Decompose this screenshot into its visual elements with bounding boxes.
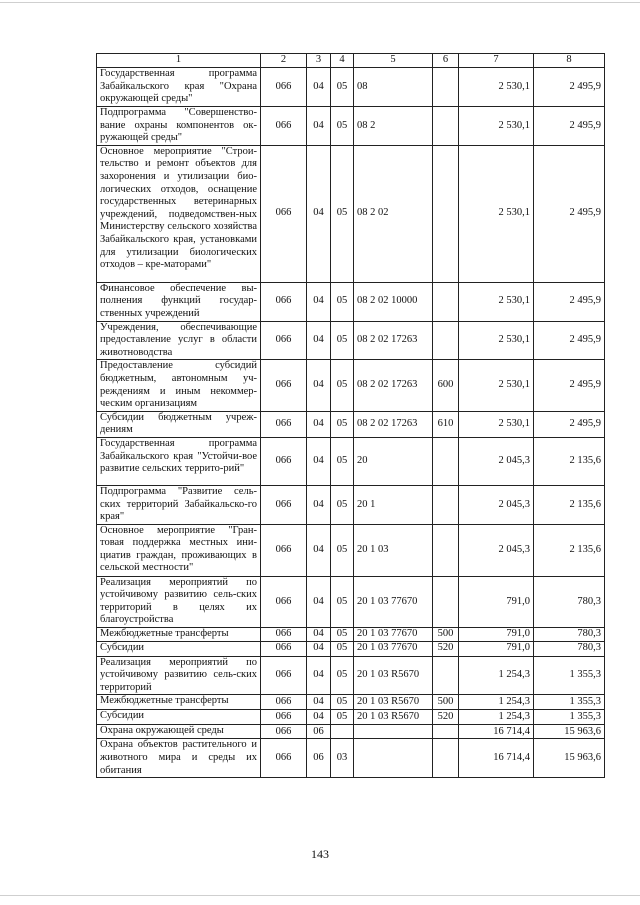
cell-admin-code: 066: [261, 739, 307, 778]
cell-section: 04: [307, 628, 331, 642]
cell-subsection: 05: [331, 321, 354, 360]
column-header-6: 6: [433, 54, 459, 68]
table-row: [97, 321, 605, 360]
cell-target-article: 20: [354, 437, 433, 485]
cell-admin-code: 066: [261, 107, 307, 146]
cell-target-article: 08 2 02: [354, 145, 433, 282]
cell-amount-col7: 2 045,3: [459, 485, 534, 524]
cell-subsection: 05: [331, 485, 354, 524]
cell-expense-type: 600: [433, 360, 459, 411]
cell-target-article: 20 1 03 77670: [354, 576, 433, 627]
table-row: [97, 710, 605, 725]
cell-section: 04: [307, 524, 331, 576]
cell-section: 04: [307, 282, 331, 321]
cell-admin-code: 066: [261, 695, 307, 710]
cell-target-article: 08 2 02 17263: [354, 360, 433, 411]
cell-amount-col7: 1 254,3: [459, 695, 534, 710]
row-name: Межбюджетные трансферты: [97, 695, 261, 710]
column-header-8: 8: [534, 54, 605, 68]
row-name: Государственная программа Забайкальского края "Устойчи-вое развитие сельских террито-рий": [97, 437, 261, 485]
cell-target-article: 20 1 03 77670: [354, 628, 433, 642]
cell-expense-type: 520: [433, 710, 459, 725]
column-header-5: 5: [354, 54, 433, 68]
cell-target-article: 20 1 03 R5670: [354, 656, 433, 695]
cell-section: 04: [307, 145, 331, 282]
cell-amount-col7: 1 254,3: [459, 656, 534, 695]
cell-expense-type: [433, 485, 459, 524]
cell-amount-col8: 1 355,3: [534, 656, 605, 695]
cell-expense-type: 520: [433, 641, 459, 656]
cell-amount-col8: 2 135,6: [534, 485, 605, 524]
cell-subsection: 05: [331, 641, 354, 656]
cell-amount-col8: 2 495,9: [534, 282, 605, 321]
cell-section: 04: [307, 411, 331, 437]
row-name: Охрана окружающей среды: [97, 725, 261, 739]
cell-target-article: 08 2 02 17263: [354, 411, 433, 437]
cell-target-article: 08 2 02 10000: [354, 282, 433, 321]
cell-expense-type: [433, 68, 459, 107]
cell-expense-type: 500: [433, 628, 459, 642]
table-row: [97, 411, 605, 437]
cell-amount-col7: 2 045,3: [459, 524, 534, 576]
cell-amount-col7: 2 530,1: [459, 107, 534, 146]
cell-subsection: 05: [331, 695, 354, 710]
cell-amount-col8: 2 495,9: [534, 321, 605, 360]
cell-target-article: 08: [354, 68, 433, 107]
scan-edge-bottom: [0, 895, 640, 896]
table-row: [97, 725, 605, 739]
cell-target-article: 08 2 02 17263: [354, 321, 433, 360]
cell-admin-code: 066: [261, 576, 307, 627]
cell-section: 04: [307, 360, 331, 411]
cell-amount-col7: 2 530,1: [459, 282, 534, 321]
cell-subsection: 05: [331, 107, 354, 146]
cell-subsection: 05: [331, 360, 354, 411]
cell-expense-type: [433, 725, 459, 739]
cell-amount-col8: 15 963,6: [534, 739, 605, 778]
cell-target-article: 20 1 03: [354, 524, 433, 576]
cell-amount-col8: 2 495,9: [534, 360, 605, 411]
cell-admin-code: 066: [261, 725, 307, 739]
cell-target-article: 20 1 03 R5670: [354, 710, 433, 725]
cell-subsection: 05: [331, 411, 354, 437]
page-number: 143: [311, 847, 329, 861]
cell-admin-code: 066: [261, 282, 307, 321]
cell-target-article: [354, 739, 433, 778]
cell-amount-col7: 16 714,4: [459, 739, 534, 778]
cell-amount-col7: 791,0: [459, 641, 534, 656]
table-row: [97, 576, 605, 627]
cell-amount-col8: 780,3: [534, 576, 605, 627]
cell-section: 06: [307, 739, 331, 778]
cell-amount-col7: 791,0: [459, 628, 534, 642]
table-row: [97, 437, 605, 485]
cell-amount-col7: 2 045,3: [459, 437, 534, 485]
table-row: [97, 641, 605, 656]
row-name: Реализация мероприятий по устойчивому развитию сель-ских территорий: [97, 656, 261, 695]
cell-subsection: 05: [331, 576, 354, 627]
cell-amount-col7: 2 530,1: [459, 411, 534, 437]
row-name: Подпрограмма "Развитие сель-ских территорий Забайкальско-го края": [97, 485, 261, 524]
row-name: Субсидии: [97, 641, 261, 656]
cell-expense-type: [433, 321, 459, 360]
cell-amount-col7: 1 254,3: [459, 710, 534, 725]
row-name: Охрана объектов растительного и животного мира и среды их обитания: [97, 739, 261, 778]
row-name: Предоставление субсидий бюджетным, автономным уч-реждениям и иным некоммер-ческим организациям: [97, 360, 261, 411]
column-header-1: 1: [97, 54, 261, 68]
header-row: [97, 54, 605, 68]
column-header-7: 7: [459, 54, 534, 68]
cell-subsection: 05: [331, 628, 354, 642]
row-name: Реализация мероприятий по устойчивому развитию сель-ских территорий в целях их благоустройства: [97, 576, 261, 627]
cell-admin-code: 066: [261, 360, 307, 411]
cell-section: 06: [307, 725, 331, 739]
cell-admin-code: 066: [261, 321, 307, 360]
cell-subsection: 03: [331, 739, 354, 778]
cell-section: 04: [307, 641, 331, 656]
cell-amount-col8: 1 355,3: [534, 710, 605, 725]
cell-target-article: 20 1 03 R5670: [354, 695, 433, 710]
cell-admin-code: 066: [261, 145, 307, 282]
cell-admin-code: 066: [261, 710, 307, 725]
cell-section: 04: [307, 485, 331, 524]
cell-expense-type: [433, 282, 459, 321]
cell-target-article: 20 1 03 77670: [354, 641, 433, 656]
cell-amount-col8: 2 495,9: [534, 145, 605, 282]
cell-amount-col8: 1 355,3: [534, 695, 605, 710]
cell-section: 04: [307, 710, 331, 725]
column-header-2: 2: [261, 54, 307, 68]
cell-amount-col8: 780,3: [534, 641, 605, 656]
row-name: Основное мероприятие "Гран-товая поддержка местных ини-циатив граждан, проживающих в сельской местности": [97, 524, 261, 576]
cell-admin-code: 066: [261, 437, 307, 485]
cell-expense-type: [433, 524, 459, 576]
table-row: [97, 656, 605, 695]
row-name: Основное мероприятие "Строи-тельство и ремонт объектов для захоронения и утилизации био-логических отходов, оснащение государственных ветеринарных учреждений, подведомствен-ных Министерству сельского хозяйства Забайкальского края, установками для утилизации биологических отходов – кре-маторами": [97, 145, 261, 282]
cell-admin-code: 066: [261, 524, 307, 576]
table-row: [97, 485, 605, 524]
cell-amount-col8: 2 135,6: [534, 524, 605, 576]
cell-amount-col7: 2 530,1: [459, 145, 534, 282]
cell-subsection: [331, 725, 354, 739]
cell-admin-code: 066: [261, 641, 307, 656]
cell-section: 04: [307, 321, 331, 360]
row-name: Подпрограмма "Совершенство-вание охраны компонентов ок-ружающей среды": [97, 107, 261, 146]
cell-section: 04: [307, 576, 331, 627]
cell-subsection: 05: [331, 524, 354, 576]
cell-expense-type: [433, 656, 459, 695]
table-row: [97, 628, 605, 642]
cell-amount-col7: 2 530,1: [459, 360, 534, 411]
cell-target-article: 08 2: [354, 107, 433, 146]
column-header-3: 3: [307, 54, 331, 68]
cell-section: 04: [307, 695, 331, 710]
table-row: [97, 68, 605, 107]
cell-section: 04: [307, 107, 331, 146]
cell-amount-col7: 791,0: [459, 576, 534, 627]
cell-target-article: 20 1: [354, 485, 433, 524]
cell-amount-col7: 2 530,1: [459, 68, 534, 107]
table-row: [97, 695, 605, 710]
cell-section: 04: [307, 437, 331, 485]
row-name: Финансовое обеспечение вы-полнения функций государ-ственных учреждений: [97, 282, 261, 321]
table-row: [97, 360, 605, 411]
cell-subsection: 05: [331, 656, 354, 695]
cell-admin-code: 066: [261, 485, 307, 524]
table-row: [97, 145, 605, 282]
cell-amount-col8: 2 495,9: [534, 107, 605, 146]
cell-amount-col8: 2 495,9: [534, 411, 605, 437]
column-header-4: 4: [331, 54, 354, 68]
cell-subsection: 05: [331, 710, 354, 725]
cell-amount-col7: 2 530,1: [459, 321, 534, 360]
cell-expense-type: 500: [433, 695, 459, 710]
table-row: [97, 107, 605, 146]
budget-table: [96, 53, 605, 778]
cell-expense-type: [433, 739, 459, 778]
cell-admin-code: 066: [261, 68, 307, 107]
cell-amount-col8: 2 495,9: [534, 68, 605, 107]
row-name: Межбюджетные трансферты: [97, 628, 261, 642]
cell-expense-type: [433, 576, 459, 627]
table-row: [97, 524, 605, 576]
table-row: [97, 282, 605, 321]
cell-expense-type: [433, 437, 459, 485]
table-row: [97, 739, 605, 778]
cell-amount-col8: 780,3: [534, 628, 605, 642]
cell-subsection: 05: [331, 282, 354, 321]
cell-amount-col8: 2 135,6: [534, 437, 605, 485]
scan-edge-top: [0, 2, 640, 3]
cell-expense-type: [433, 107, 459, 146]
cell-subsection: 05: [331, 68, 354, 107]
cell-amount-col7: 16 714,4: [459, 725, 534, 739]
cell-subsection: 05: [331, 145, 354, 282]
row-name: Государственная программа Забайкальского края "Охрана окружающей среды": [97, 68, 261, 107]
row-name: Субсидии бюджетным учреж-дениям: [97, 411, 261, 437]
cell-target-article: [354, 725, 433, 739]
cell-admin-code: 066: [261, 411, 307, 437]
cell-expense-type: [433, 145, 459, 282]
cell-expense-type: 610: [433, 411, 459, 437]
cell-admin-code: 066: [261, 628, 307, 642]
cell-amount-col8: 15 963,6: [534, 725, 605, 739]
row-name: Субсидии: [97, 710, 261, 725]
cell-admin-code: 066: [261, 656, 307, 695]
row-name: Учреждения, обеспечивающие предоставление услуг в области животноводства: [97, 321, 261, 360]
cell-subsection: 05: [331, 437, 354, 485]
cell-section: 04: [307, 656, 331, 695]
cell-section: 04: [307, 68, 331, 107]
